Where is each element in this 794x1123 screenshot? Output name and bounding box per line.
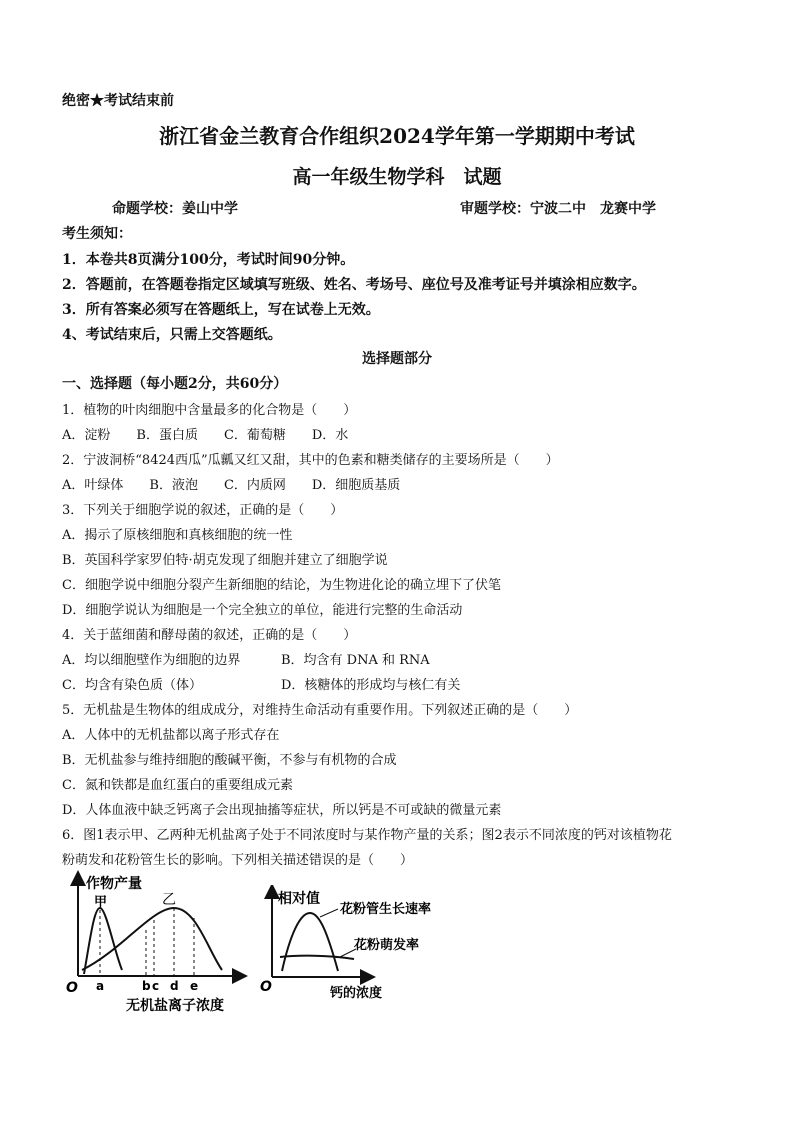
- notice-item: 1．本卷共8页满分100分，考试时间90分钟。: [62, 252, 355, 268]
- setter-school: 命题学校：姜山中学: [112, 201, 238, 217]
- fig1-curve-jia: [84, 908, 122, 974]
- question-5: 5．无机盐是生物体的组成成分，对维持生命活动有重要作用。下列叙述正确的是（ ）: [62, 703, 578, 718]
- exam-subtitle: 高一年级生物学科 试题: [292, 166, 502, 188]
- fig1-tick-e: e: [190, 979, 199, 993]
- notice-item: 2．答题前，在答题卷指定区域填写班级、姓名、考场号、座位号及准考证号并填涂相应数字。: [62, 277, 646, 293]
- question-3-option-c: C．细胞学说中细胞分裂产生新细胞的结论，为生物进化论的确立埋下了伏笔: [62, 578, 501, 593]
- fig2-leader-1: [320, 909, 338, 917]
- figure-2: [258, 885, 438, 1010]
- fig2-xlabel: 钙的浓度: [330, 986, 383, 1001]
- fig1-curve-yi: [82, 908, 222, 970]
- fig1-tick-c: c: [152, 979, 160, 993]
- figure-1: [62, 870, 252, 1020]
- question-4: 4．关于蓝细菌和酵母菌的叙述，正确的是（ ）: [62, 628, 357, 643]
- fig2-curve-germination: [280, 956, 354, 959]
- fig1-label-yi: 乙: [162, 892, 176, 908]
- fig2-ylabel: 相对值: [278, 891, 320, 907]
- fig2-origin: O: [260, 979, 272, 995]
- fig1-tick-a: a: [96, 979, 105, 993]
- exam-title: 浙江省金兰教育合作组织2024学年第一学期期中考试: [159, 124, 635, 148]
- fig1-tick-d: d: [170, 979, 179, 993]
- section-heading: 一、选择题（每小题2分，共60分）: [62, 376, 288, 392]
- fig1-tick-b: b: [142, 979, 151, 993]
- question-5-option-d: D．人体血液中缺乏钙离子会出现抽搐等症状，所以钙是不可或缺的微量元素: [62, 803, 502, 818]
- fig2-curve-tube-growth: [282, 913, 338, 971]
- question-3-option-b: B．英国科学家罗伯特·胡克发现了细胞并建立了细胞学说: [62, 553, 388, 568]
- confidential-mark: 绝密★考试结束前: [62, 93, 174, 109]
- question-6-line-2: 粉萌发和花粉管生长的影响。下列相关描述错误的是（ ）: [62, 853, 414, 868]
- question-6-line-1: 6．图1表示甲、乙两种无机盐离子处于不同浓度时与某作物产量的关系；图2表示不同浓度的钙对该植物花: [62, 828, 672, 843]
- question-4-option-a: A．均以细胞壁作为细胞的边界: [62, 653, 241, 668]
- question-5-option-c: C．氮和铁都是血红蛋白的重要组成元素: [62, 778, 293, 793]
- fig2-label-tube-growth: 花粉管生长速率: [340, 902, 432, 917]
- question-3: 3．下列关于细胞学说的叙述，正确的是（ ）: [62, 503, 344, 518]
- part-heading: 选择题部分: [362, 351, 432, 367]
- question-3-option-d: D．细胞学说认为细胞是一个完全独立的单位，能进行完整的生命活动: [62, 603, 463, 618]
- question-2-options: A．叶绿体 B．液泡 C．内质网 D．细胞质基质: [62, 478, 401, 493]
- reviewer-school: 审题学校：宁波二中 龙赛中学: [460, 201, 656, 217]
- question-5-option-a: A．人体中的无机盐都以离子形式存在: [62, 728, 280, 743]
- notice-item: 4、考试结束后，只需上交答题纸。: [62, 327, 282, 343]
- notice-heading: 考生须知：: [62, 226, 132, 242]
- notice-item: 3．所有答案必须写在答题纸上，写在试卷上无效。: [62, 302, 380, 318]
- fig1-ylabel: 作物产量: [86, 876, 142, 892]
- fig1-xlabel: 无机盐离子浓度: [126, 998, 224, 1014]
- question-5-option-b: B．无机盐参与维持细胞的酸碱平衡，不参与有机物的合成: [62, 753, 397, 768]
- question-2: 2．宁波洞桥“8424西瓜”瓜瓤又红又甜，其中的色素和糖类储存的主要场所是（ ）: [62, 453, 559, 468]
- fig1-label-jia: 甲: [94, 895, 108, 910]
- fig1-origin: O: [66, 980, 78, 996]
- question-4-option-d: D．核糖体的形成均与核仁有关: [281, 678, 461, 693]
- question-3-option-a: A．揭示了原核细胞和真核细胞的统一性: [62, 528, 293, 543]
- fig2-label-germination: 花粉萌发率: [354, 938, 420, 953]
- question-4-option-c: C．均含有染色质（体）: [62, 678, 202, 693]
- question-1-options: A．淀粉 B．蛋白质 C．葡萄糖 D．水: [62, 428, 349, 443]
- question-1: 1．植物的叶肉细胞中含量最多的化合物是（ ）: [62, 403, 357, 418]
- question-4-option-b: B．均含有 DNA 和 RNA: [281, 653, 430, 668]
